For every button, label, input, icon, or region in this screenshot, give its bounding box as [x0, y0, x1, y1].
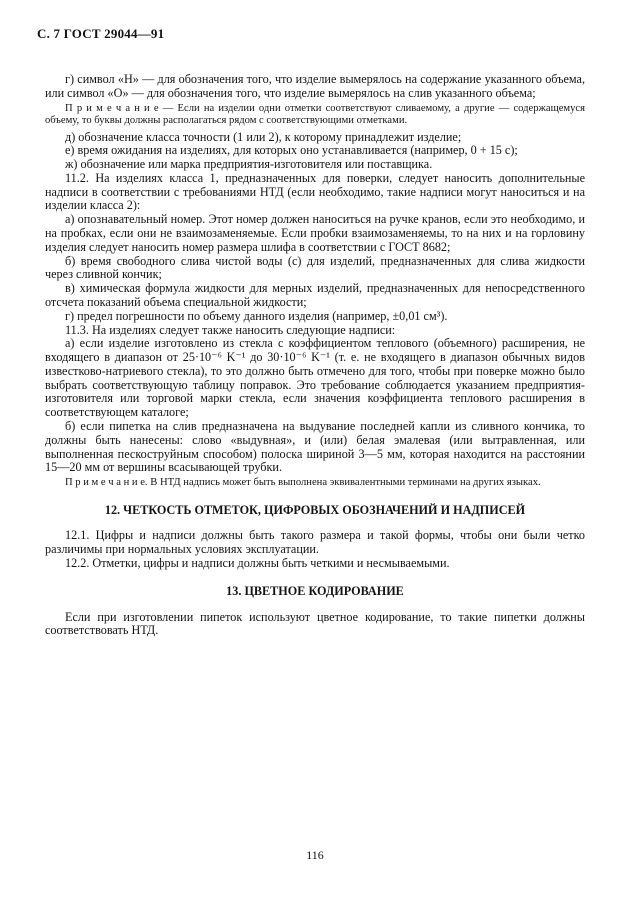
paragraph-11-2-v: в) химическая формула жидкости для мерных изделий, предназначенных для непосредственного отсчета показаний объема специальной жидкости; [45, 281, 585, 309]
paragraph-13-intro: Если при изготовлении пипеток используют цветное кодирование, то такие пипетки должны соответствовать НТД. [45, 609, 585, 638]
section-heading-12: 12. ЧЕТКОСТЬ ОТМЕТОК, ЦИФРОВЫХ ОБОЗНАЧЕНИЙ И НАДПИСЕЙ [104, 502, 526, 517]
paragraph-11-2-b: б) время свободного слива чистой воды (с) для изделий, предназначенных для слива жидкости через сливной кончик; [45, 253, 585, 282]
document-content [45, 73, 585, 638]
paragraph-11-2: 11.2. На изделиях класса 1, предназначенных для поверки, следует наносить дополнительные надписи в соответствии с требованиями НТД (если необходимо, такие надписи могут наноситься и на изделии класса 2): [45, 170, 585, 213]
paragraph-11-2-a: а) опознавательный номер. Этот номер должен наноситься на ручке кранов, если это необходимо, и на пробках, если они не взаимозаменяемые. Если пробки взаимозаменяемы, то на них и на горловину изделия следует наносить номер размера шлифа в соответствии с ГОСТ 8682; [45, 212, 585, 254]
paragraph-item-e: е) время ожидания на изделиях, для которых оно устанавливается (например, 0 + 15 с); [65, 143, 518, 158]
note-measurement-marks: П р и м е ч а н и е — Если на изделии одни отметки соответствуют сливаемому, а другие — содержащемуся объему, то буквы должны располагаться рядом с соответствующими отметками. [45, 102, 585, 127]
paragraph-11-2-g: г) предел погрешности по объему данного изделия (например, ±0,01 см³). [65, 308, 448, 323]
paragraph-item-g: г) символ «Н» — для обозначения того, что изделие вымерялось на содержание указанного объема, или символ «О» — для обозначения того, что изделие вымерялось на слив указанного объема; [45, 72, 585, 100]
paragraph-11-3-b: б) если пипетка на слив предназначена на выдувание последней капли из сливного кончика, то должны быть нанесены: слово «выдувная», и (или) белая эмалевая (или вытравленная, или выполненная пескоструйным способом) полоска шириной 3—5 мм, которая находится на расстоянии 15—20 мм от вершины всасывающей трубки. [45, 418, 585, 475]
document-header: С. 7 ГОСТ 29044—91 [37, 26, 165, 41]
note-ntd-languages: П р и м е ч а н и е. В НТД надпись может быть выполнена эквивалентными терминами на других языках. [65, 477, 541, 489]
paragraph-item-zh: ж) обозначение или марка предприятия-изготовителя или поставщика. [65, 157, 433, 172]
page-number: 116 [306, 848, 324, 862]
paragraph-11-3-a: а) если изделие изготовлено из стекла с коэффициентом теплового (объемного) расширения, не входящего в диапазон от 25·10⁻⁶ K⁻¹ до 30·10⁻⁶ K⁻¹ (т. е. не входящего в диапазон обычных видов известково-натриевого стекла), то это должно быть отмечено для того, чтобы при поверке можно было выбрать соответствующую таблицу поправок. Это требование соблюдается указанием предприятия-изготовителя или торговой марки стекла, если значения коэффициента теплового расширения в соответствующем каталоге; [45, 336, 585, 420]
section-heading-13: 13. ЦВЕТНОЕ КОДИРОВАНИЕ [226, 583, 404, 598]
paragraph-item-d: д) обозначение класса точности (1 или 2), к которому принадлежит изделие; [65, 129, 462, 144]
paragraph-11-3: 11.3. На изделиях следует также наносить следующие надписи: [65, 322, 396, 337]
paragraph-12-1: 12.1. Цифры и надписи должны быть такого размера и такой формы, чтобы они были четко различимы при нормальных условиях эксплуатации. [45, 528, 585, 557]
paragraph-12-2: 12.2. Отметки, цифры и надписи должны быть четкими и несмываемыми. [65, 555, 450, 570]
